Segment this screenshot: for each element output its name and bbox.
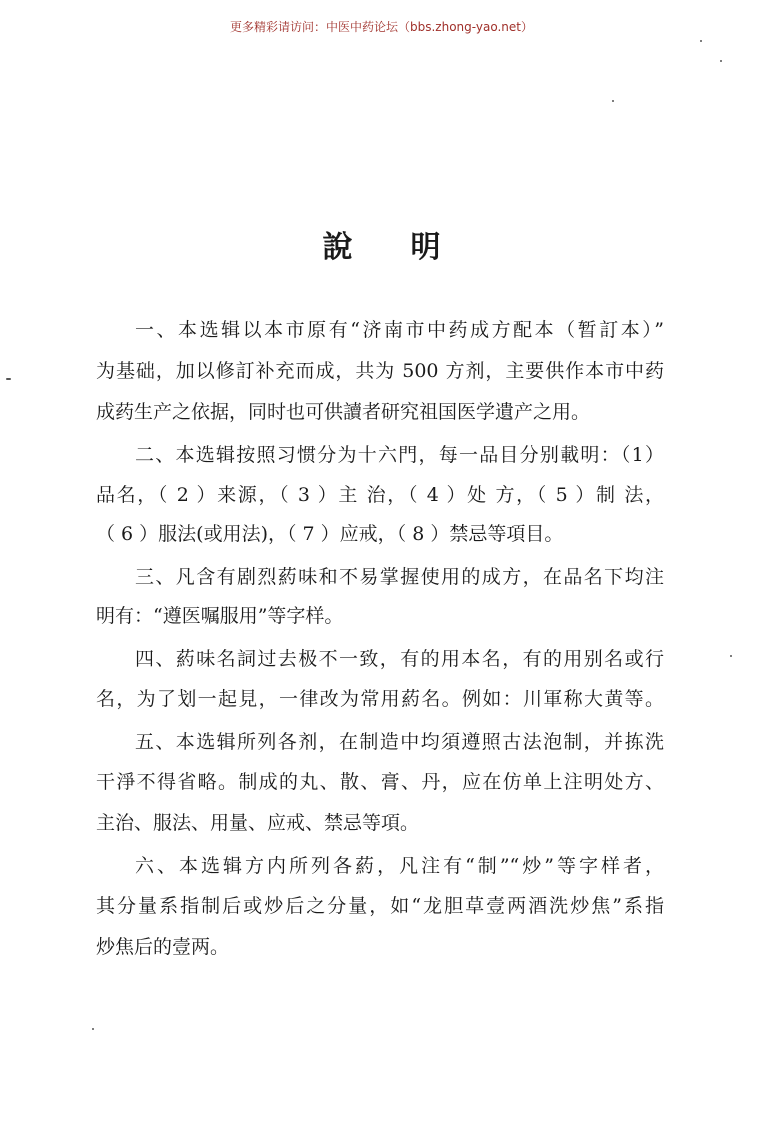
text-line: 成药生产之依据，同时也可供讀者研究祖国医学遺产之用。	[96, 401, 591, 423]
watermark-header: 更多精彩请访问：中医中药论坛（bbs.zhong-yao.net）	[230, 20, 533, 34]
scan-speck	[700, 40, 702, 42]
text-line: 其分量系指制后或炒后之分量，如“龙胆草壹两酒洗炒焦”系指	[96, 895, 664, 917]
text-line: 明有：“遵医嘱服用”等字样。	[96, 605, 344, 627]
text-line: 为基础，加以修訂补充而成，共为 500 方剂，主要供作本市中药	[96, 360, 664, 382]
page-title: 說明	[322, 230, 499, 265]
text-line: 品名，（ 2 ）来源，（ 3 ）主 治，（ 4 ）处 方，（ 5 ）制 法，	[96, 484, 664, 506]
text-line: 二、本选辑按照习惯分为十六門，每一品目分别載明：（1）	[135, 444, 664, 466]
scan-speck	[720, 60, 722, 62]
text-line: 炒焦后的壹两。	[96, 936, 230, 958]
scan-speck	[6, 378, 11, 380]
text-line: 一、本选辑以本市原有“济南市中药成方配本（暂訂本）”	[135, 319, 664, 341]
text-line: 六、本选辑方内所列各葯，凡注有“制”“炒”等字样者，	[135, 855, 664, 877]
text-line: （ 6 ）服法(或用法)，（ 7 ）应戒，（ 8 ）禁忌等項目。	[96, 523, 564, 545]
scan-speck	[92, 1028, 94, 1030]
text-line: 四、葯味名詞过去极不一致，有的用本名，有的用别名或行	[135, 648, 664, 670]
scan-speck	[730, 655, 732, 657]
scan-speck	[612, 100, 614, 102]
text-line: 五、本选辑所列各剂，在制造中均須遵照古法泡制，并拣洗	[135, 731, 664, 753]
text-line: 主治、服法、用量、应戒、禁忌等項。	[96, 812, 420, 834]
text-line: 名，为了划一起見，一律改为常用葯名。例如：川軍称大黄等。	[96, 688, 664, 710]
text-line: 干淨不得省略。制成的丸、散、膏、丹，应在仿单上注明处方、	[96, 771, 664, 793]
text-line: 三、凡含有剧烈葯味和不易掌握使用的成方，在品名下均注	[135, 566, 664, 588]
